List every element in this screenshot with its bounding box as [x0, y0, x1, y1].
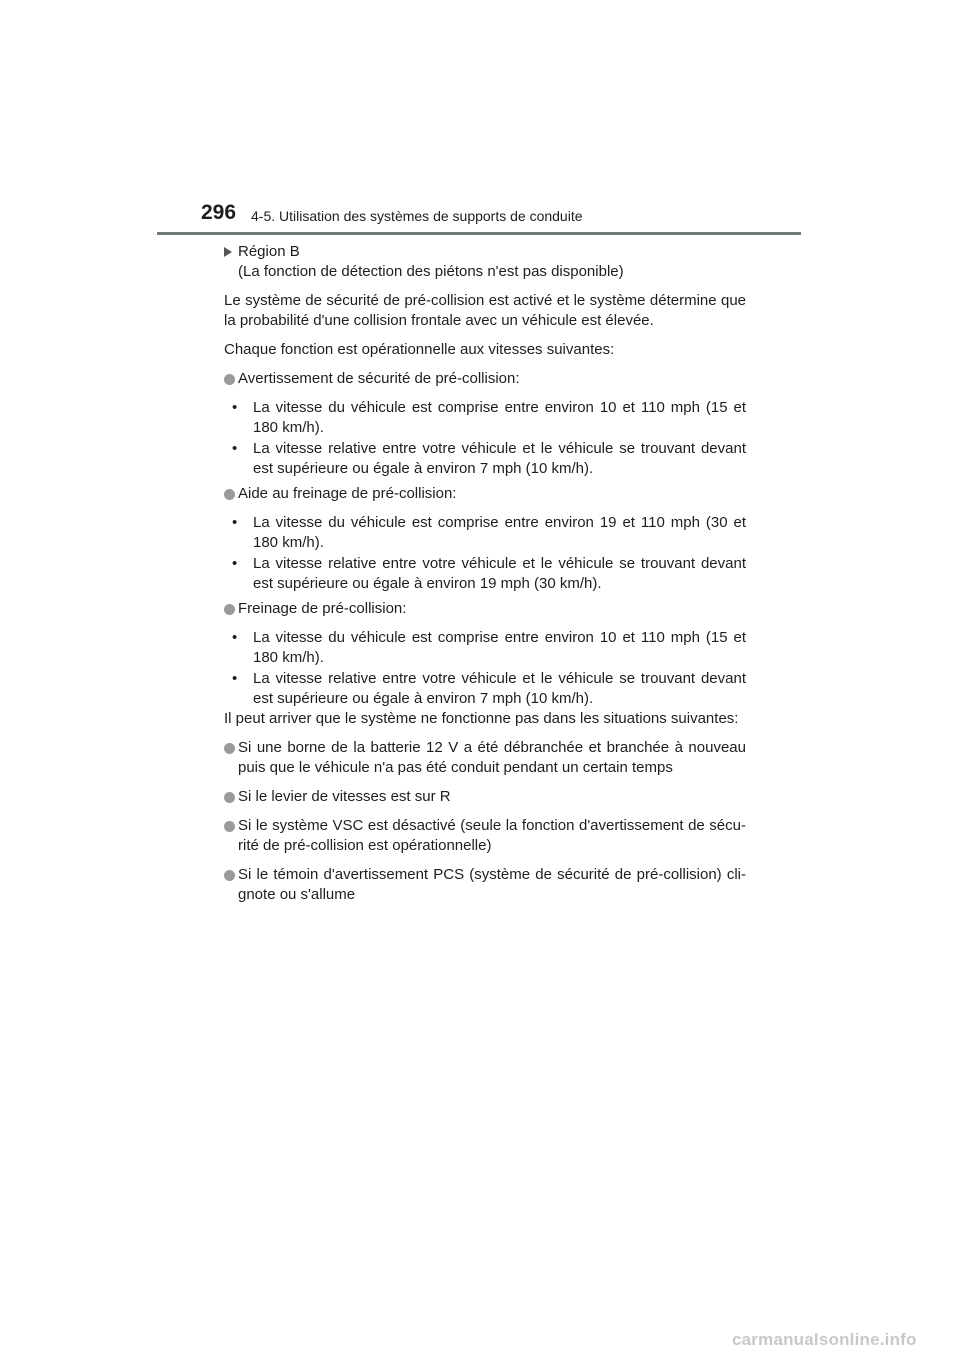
site-watermark: carmanualsonline.info [732, 1330, 917, 1349]
condition-text: La vitesse du véhicule est comprise entre environ 10 et 110 mph (15 et 180 km/h). [253, 629, 746, 666]
situation-item [224, 865, 746, 905]
speeds-intro: Chaque fonction est opérationnelle aux vitesses suivantes: [224, 341, 615, 358]
page-number: 296 [201, 201, 237, 224]
condition-text: La vitesse du véhicule est comprise entre environ 19 et 110 mph (30 et 180 km/h). [253, 514, 746, 551]
function-title: Freinage de pré-collision: [238, 600, 407, 617]
header-divider [157, 232, 801, 235]
situation-text: Si le système VSC est désactivé (seule la fonction d'avertissement de sécu-rité de pré-collision est opérationnelle) [238, 817, 746, 854]
bullet-dot-icon [224, 821, 235, 832]
situations-intro: Il peut arriver que le système ne fonctionne pas dans les situations suivantes: [224, 710, 739, 727]
condition-item [224, 439, 746, 479]
function-item [224, 484, 746, 504]
situation-item [224, 816, 746, 856]
bullet-dot-icon [224, 792, 235, 803]
condition-text: La vitesse relative entre votre véhicule et le véhicule se trouvant devant est supérieure ou égale à environ 7 mph (10 km/h). [253, 670, 746, 707]
region-heading [224, 242, 746, 282]
bullet-dot-icon [224, 743, 235, 754]
bullet-point-icon: • [232, 629, 238, 646]
condition-item [224, 554, 746, 594]
situation-item [224, 738, 746, 778]
situation-item [224, 787, 746, 807]
condition-item [224, 513, 746, 553]
section-title: 4-5. Utilisation des systèmes de supports de conduite [251, 208, 583, 224]
function-item [224, 369, 746, 389]
bullet-point-icon: • [232, 440, 238, 457]
bullet-point-icon: • [232, 514, 238, 531]
intro-paragraph: Le système de sécurité de pré-collision est activé et le système détermine que la probabilité d'une collision frontale avec un véhicule est élevée. [224, 292, 746, 329]
page-content [224, 242, 746, 905]
page-header [0, 0, 960, 240]
bullet-dot-icon [224, 374, 235, 385]
condition-text: La vitesse du véhicule est comprise entre environ 10 et 110 mph (15 et 180 km/h). [253, 399, 746, 436]
situation-text: Si le levier de vitesses est sur R [238, 788, 451, 805]
situation-text: Si une borne de la batterie 12 V a été débranchée et branchée à nouveau puis que le véhicule n'a pas été conduit pendant un certain temps [238, 739, 746, 776]
condition-text: La vitesse relative entre votre véhicule et le véhicule se trouvant devant est supérieure ou égale à environ 19 mph (30 km/h). [253, 555, 746, 592]
bullet-point-icon: • [232, 555, 238, 572]
condition-item [224, 398, 746, 438]
bullet-dot-icon [224, 870, 235, 881]
function-title: Avertissement de sécurité de pré-collision: [238, 370, 520, 387]
situation-text: Si le témoin d'avertissement PCS (système de sécurité de pré-collision) cli-gnote ou s'allume [238, 866, 746, 903]
bullet-point-icon: • [232, 670, 238, 687]
condition-item [224, 628, 746, 668]
condition-item [224, 669, 746, 709]
bullet-dot-icon [224, 489, 235, 500]
triangle-marker-icon [224, 247, 232, 257]
function-title: Aide au freinage de pré-collision: [238, 485, 457, 502]
function-item [224, 599, 746, 619]
bullet-point-icon: • [232, 399, 238, 416]
region-title: Région B [238, 243, 300, 260]
bullet-dot-icon [224, 604, 235, 615]
condition-text: La vitesse relative entre votre véhicule et le véhicule se trouvant devant est supérieure ou égale à environ 7 mph (10 km/h). [253, 440, 746, 477]
region-subtitle: (La fonction de détection des piétons n'est pas disponible) [238, 263, 624, 280]
